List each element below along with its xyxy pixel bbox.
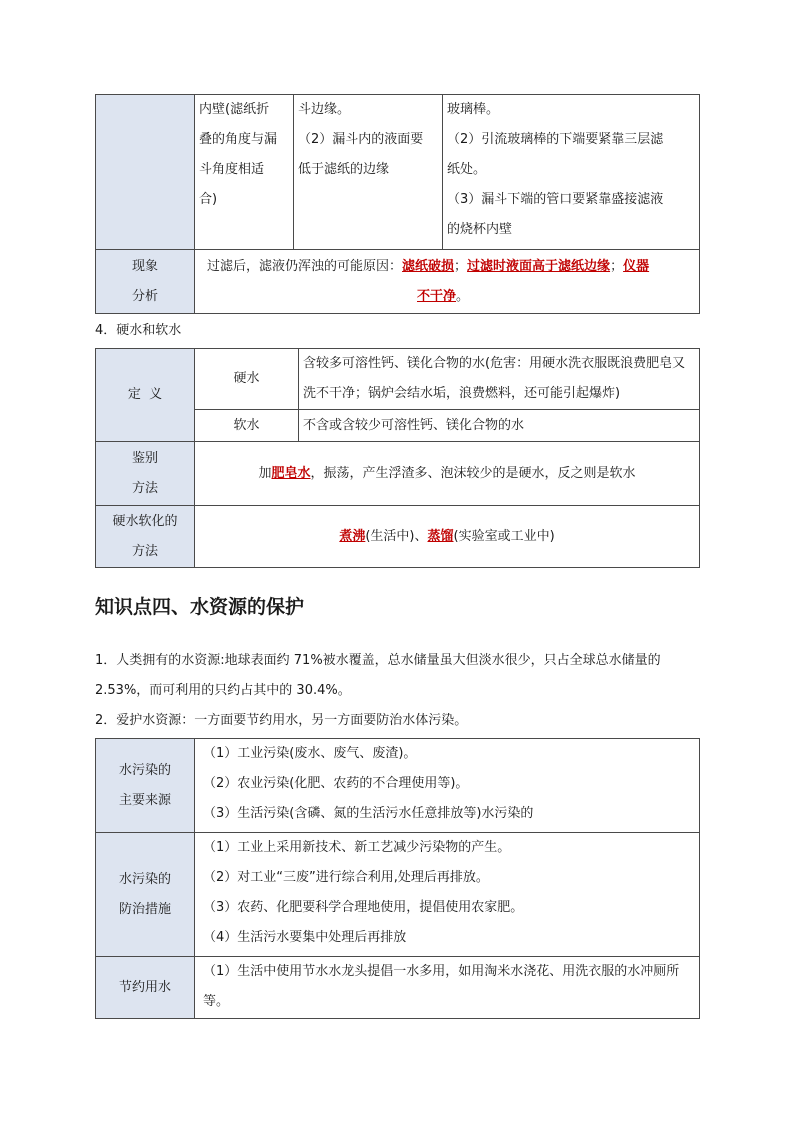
text-line: 斗边缘。 xyxy=(298,102,351,117)
list-item: （3）农药、化肥要科学合理地使用，提倡使用农家肥。 xyxy=(203,900,524,915)
soft-water-label: 软水 xyxy=(233,417,260,433)
soften-row xyxy=(96,506,700,568)
label-line: 主要来源 xyxy=(118,792,171,808)
pollution-prevention-row xyxy=(96,833,700,957)
paragraph-protect-water: 2．爱护水资源：一方面要节约用水，另一方面要防治水体污染。 xyxy=(95,713,468,728)
identify-row xyxy=(96,442,700,506)
phenomenon-line-2 xyxy=(207,282,689,312)
hard-water-desc: 含较多可溶性钙、镁化合物的水(危害：用硬水洗衣服既浪费肥皂又洗不干净；锅炉会结水垢，浪费燃料，还可能引起爆炸) xyxy=(303,356,686,401)
filter-label-cell xyxy=(96,95,195,250)
hard-water-desc-cell xyxy=(299,349,700,410)
paragraph-water-resources: 1．人类拥有的水资源:地球表面约 71%被水覆盖，总水储量虽大但淡水很少，只占全球总水储量的 2.53%，而可利用的只约占其中的 30.4%。 xyxy=(95,653,661,698)
soften-content-cell xyxy=(195,506,700,568)
label-line: 分析 xyxy=(131,288,158,304)
label-line: 现象 xyxy=(131,258,158,274)
reason-instrument-b: 不干净 xyxy=(417,288,457,304)
soften-end: (实验室或工业中) xyxy=(453,528,555,544)
identify-content-cell xyxy=(195,442,700,506)
separator: ； xyxy=(454,258,468,274)
reason-instrument-a: 仪器 xyxy=(623,258,650,274)
save-label: 节约用水 xyxy=(118,979,171,995)
list-item: （4）生活污水要集中处理后再排放 xyxy=(203,930,407,945)
text-line: （2）漏斗内的液面要 xyxy=(298,132,424,147)
hard-water-row xyxy=(96,349,700,410)
phenomenon-prefix: 过滤后，滤液仍浑浊的可能原因： xyxy=(207,258,403,274)
save-label-cell xyxy=(96,957,195,1019)
text-line: 低于滤纸的边缘 xyxy=(298,162,390,177)
phenomenon-content-cell xyxy=(195,250,700,314)
prevention-label-cell xyxy=(96,833,195,957)
text-line: 纸处。 xyxy=(447,162,487,177)
list-item: （2）农业污染(化肥、农药的不合理使用等)。 xyxy=(203,776,469,791)
text-line: （3）漏斗下端的管口要紧靠盛接滤液 xyxy=(447,192,664,207)
soft-water-desc-cell xyxy=(299,410,700,442)
identify-post: ，振荡，产生浮渣多、泡沫较少的是硬水，反之则是软水 xyxy=(310,465,636,481)
filter-col4-cell xyxy=(443,95,700,250)
pollution-sources-row xyxy=(96,739,700,833)
sources-label-cell xyxy=(96,739,195,833)
hard-soft-water-table xyxy=(95,348,700,568)
water-protection-table xyxy=(95,738,700,1019)
label-line: 鉴别 xyxy=(131,450,158,466)
text-line: 内壁(滤纸折 xyxy=(199,102,270,117)
label-line: 方法 xyxy=(131,480,158,496)
definition-label: 定 义 xyxy=(127,387,163,402)
list-item: （1）工业污染(废水、废气、废渣)。 xyxy=(203,746,417,761)
label-line: 水污染的 xyxy=(118,762,171,778)
text-line: 斗角度相适 xyxy=(199,162,265,177)
soften-label-cell xyxy=(96,506,195,568)
hard-water-label-cell xyxy=(195,349,299,410)
identify-label-cell xyxy=(96,442,195,506)
soften-mid: (生活中)、 xyxy=(365,528,428,544)
label-line: 防治措施 xyxy=(118,901,171,917)
section-heading: 知识点四、水资源的保护 xyxy=(95,596,305,618)
soap-water-keyword: 肥皂水 xyxy=(271,465,311,481)
prevention-content-cell xyxy=(195,833,700,957)
text-line: 合) xyxy=(199,192,218,207)
list-item: （1）工业上采用新技术、新工艺减少污染物的产生。 xyxy=(203,840,511,855)
filter-col2-cell xyxy=(195,95,294,250)
soft-water-label-cell xyxy=(195,410,299,442)
label-line: 硬水软化的 xyxy=(112,513,178,529)
separator: ； xyxy=(610,258,624,274)
section-4-title: 4．硬水和软水 xyxy=(95,323,182,338)
hard-water-label: 硬水 xyxy=(233,371,260,386)
phenomenon-line-1 xyxy=(207,252,689,282)
list-item: （3）生活污染(含磷、氮的生活污水任意排放等)水污染的 xyxy=(203,806,534,821)
water-saving-row xyxy=(96,957,700,1019)
reason-liquid-too-high: 过滤时液面高于滤纸边缘 xyxy=(467,258,611,274)
text-line: 的烧杯内壁 xyxy=(447,222,513,237)
filter-col3-cell xyxy=(294,95,443,250)
filter-row-operation xyxy=(96,95,700,250)
sources-content-cell xyxy=(195,739,700,833)
reason-paper-broken: 滤纸破损 xyxy=(402,258,455,274)
definition-label-cell xyxy=(96,349,195,442)
list-item: （2）对工业“三废”进行综合利用,处理后再排放。 xyxy=(203,870,489,885)
label-line: 水污染的 xyxy=(118,871,171,887)
filter-table xyxy=(95,94,700,314)
text-line: 玻璃棒。 xyxy=(447,102,500,117)
text-line: （2）引流玻璃棒的下端要紧靠三层滤 xyxy=(447,132,664,147)
filter-row-phenomenon xyxy=(96,250,700,314)
period: 。 xyxy=(456,288,470,304)
distillation-keyword: 蒸馏 xyxy=(427,528,454,544)
label-line: 方法 xyxy=(131,543,158,559)
soft-water-desc: 不含或含较少可溶性钙、镁化合物的水 xyxy=(303,417,525,433)
boiling-keyword: 煮沸 xyxy=(339,528,366,544)
save-text: （1）生活中使用节水水龙头提倡一水多用，如用淘米水浇花、用洗衣服的水冲厕所等。 xyxy=(203,964,680,1009)
identify-pre: 加 xyxy=(258,465,272,481)
save-content-cell xyxy=(195,957,700,1019)
text-line: 叠的角度与漏 xyxy=(199,132,278,147)
phenomenon-label-cell xyxy=(96,250,195,314)
